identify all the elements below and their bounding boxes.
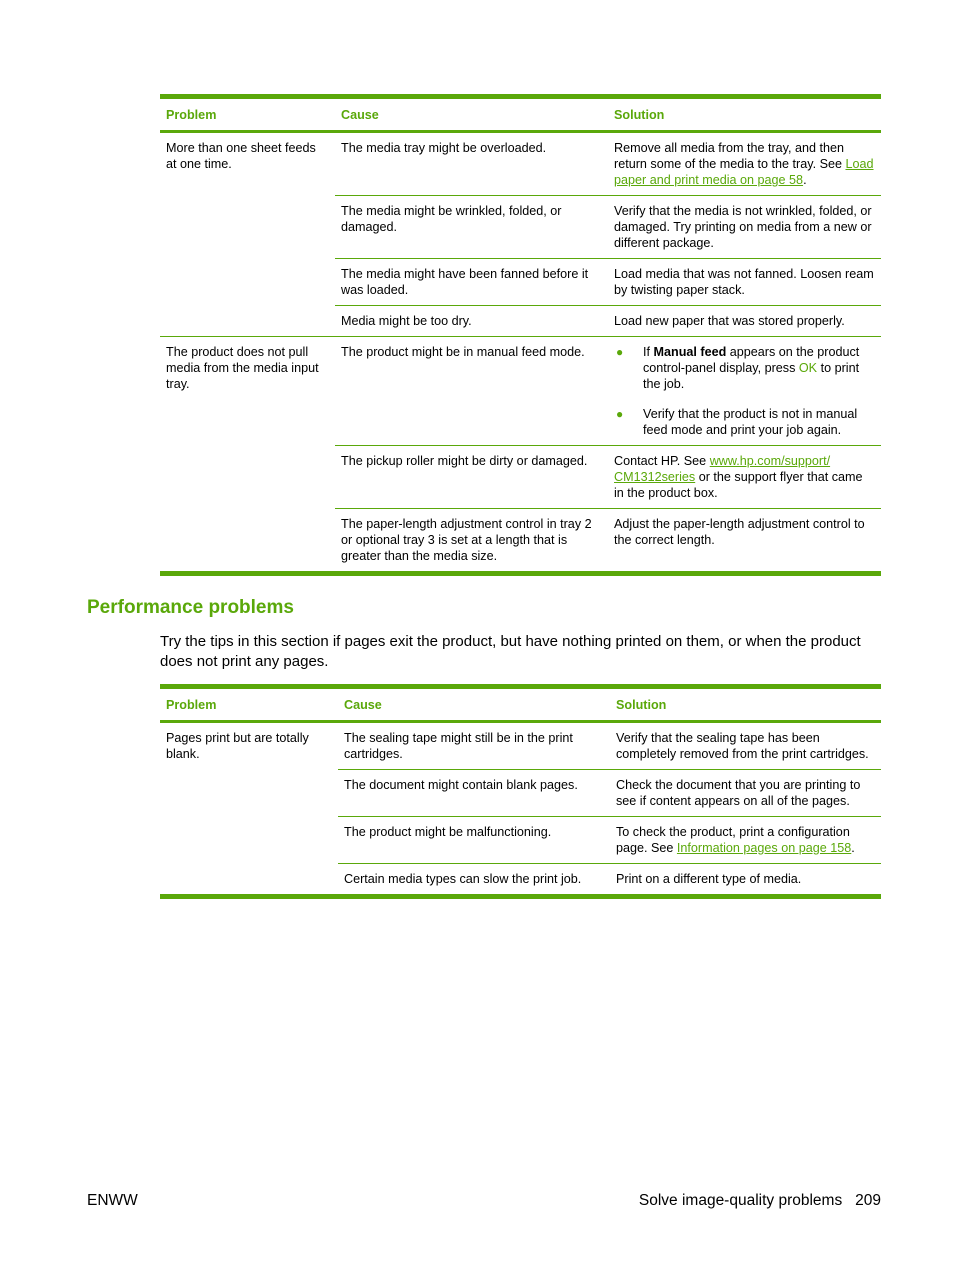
bullet-text: Verify that the product is not in manual feed mode and print your job again. [643,407,858,437]
cause-cell: Certain media types can slow the print job. [344,872,582,886]
bullet-icon: ● [616,345,624,359]
solution-bullet-list [614,344,875,438]
section-title: Performance problems [87,597,294,618]
cause-cell: The product might be malfunctioning. [338,817,610,864]
solution-cell: Load new paper that was stored properly. [608,306,881,337]
solution-text-end: . [851,841,855,855]
solution-text-end: or the support flyer that came in the product box. [614,470,863,500]
solution-cell [610,817,881,864]
table-row [160,722,881,770]
solution-cell [608,132,881,196]
header-solution: Solution [616,698,667,712]
solution-cell: Check the document that you are printing to see if content appears on all of the pages. [610,770,881,817]
information-pages-link[interactable]: Information pages on page 158 [676,841,852,855]
header-solution: Solution [614,108,665,122]
solution-text: Contact HP. See [614,454,710,468]
cause-cell: The media might be wrinkled, folded, or damaged. [335,196,608,259]
solution-cell: Verify that the media is not wrinkled, folded, or damaged. Try printing on media from a new or different package. [608,196,881,259]
solution-cell: Print on a different type of media. [616,872,802,886]
table-row [160,132,881,196]
troubleshooting-table-performance [160,684,881,899]
list-item [614,344,875,392]
cause-cell: The media might have been fanned before it was loaded. [335,259,608,306]
cause-cell: The sealing tape might still be in the print cartridges. [338,722,610,770]
cause-cell: The document might contain blank pages. [338,770,610,817]
load-paper-link[interactable]: Load paper and print media on page 58 [614,157,874,187]
problem-cell: The product does not pull media from the media input tray. [160,337,335,574]
cause-cell: Media might be too dry. [335,306,608,337]
bullet-text: If [643,345,654,359]
solution-cell: Adjust the paper-length adjustment control to the correct length. [614,517,865,547]
table-header-row [160,687,881,722]
section-intro: Try the tips in this section if pages exit the product, but have nothing printed on them, or when the product does not print any pages. [160,633,861,670]
solution-cell: Verify that the sealing tape has been completely removed from the print cartridges. [610,722,881,770]
solution-text: Remove all media from the tray, and then return some of the media to the tray. See [614,141,846,171]
manual-feed-label: Manual feed [653,345,727,359]
hp-support-link[interactable]: www.hp.com/support/ CM1312series [614,454,831,484]
bullet-text: appears on the product control-panel display, press [643,345,860,375]
header-problem: Problem [166,698,217,712]
troubleshooting-table-feed [160,94,881,576]
footer-left: ENWW [87,1192,138,1209]
solution-cell: Load media that was not fanned. Loosen ream by twisting paper stack. [608,259,881,306]
ok-key-label: OK [798,361,818,375]
table-header-row [160,97,881,132]
bullet-text: to print the job. [643,361,860,391]
cause-cell: The media tray might be overloaded. [335,132,608,196]
solution-text-end: . [803,173,807,187]
cause-cell: The paper-length adjustment control in tray 2 or optional tray 3 is set at a length that is greater than the media size. [341,517,592,563]
cause-cell: The pickup roller might be dirty or damaged. [335,446,608,509]
header-cause: Cause [344,698,382,712]
footer-right: Solve image-quality problems 209 [638,1192,881,1209]
header-cause: Cause [341,108,379,122]
cause-cell: The product might be in manual feed mode. [335,337,608,446]
solution-cell [608,337,881,446]
header-problem: Problem [166,108,217,122]
solution-cell [608,446,881,509]
table-row [160,337,881,446]
solution-text: To check the product, print a configuration page. See [616,825,850,855]
problem-cell: Pages print but are totally blank. [160,722,338,897]
list-item [614,406,875,438]
bullet-icon: ● [616,407,624,421]
problem-cell: More than one sheet feeds at one time. [160,132,335,337]
